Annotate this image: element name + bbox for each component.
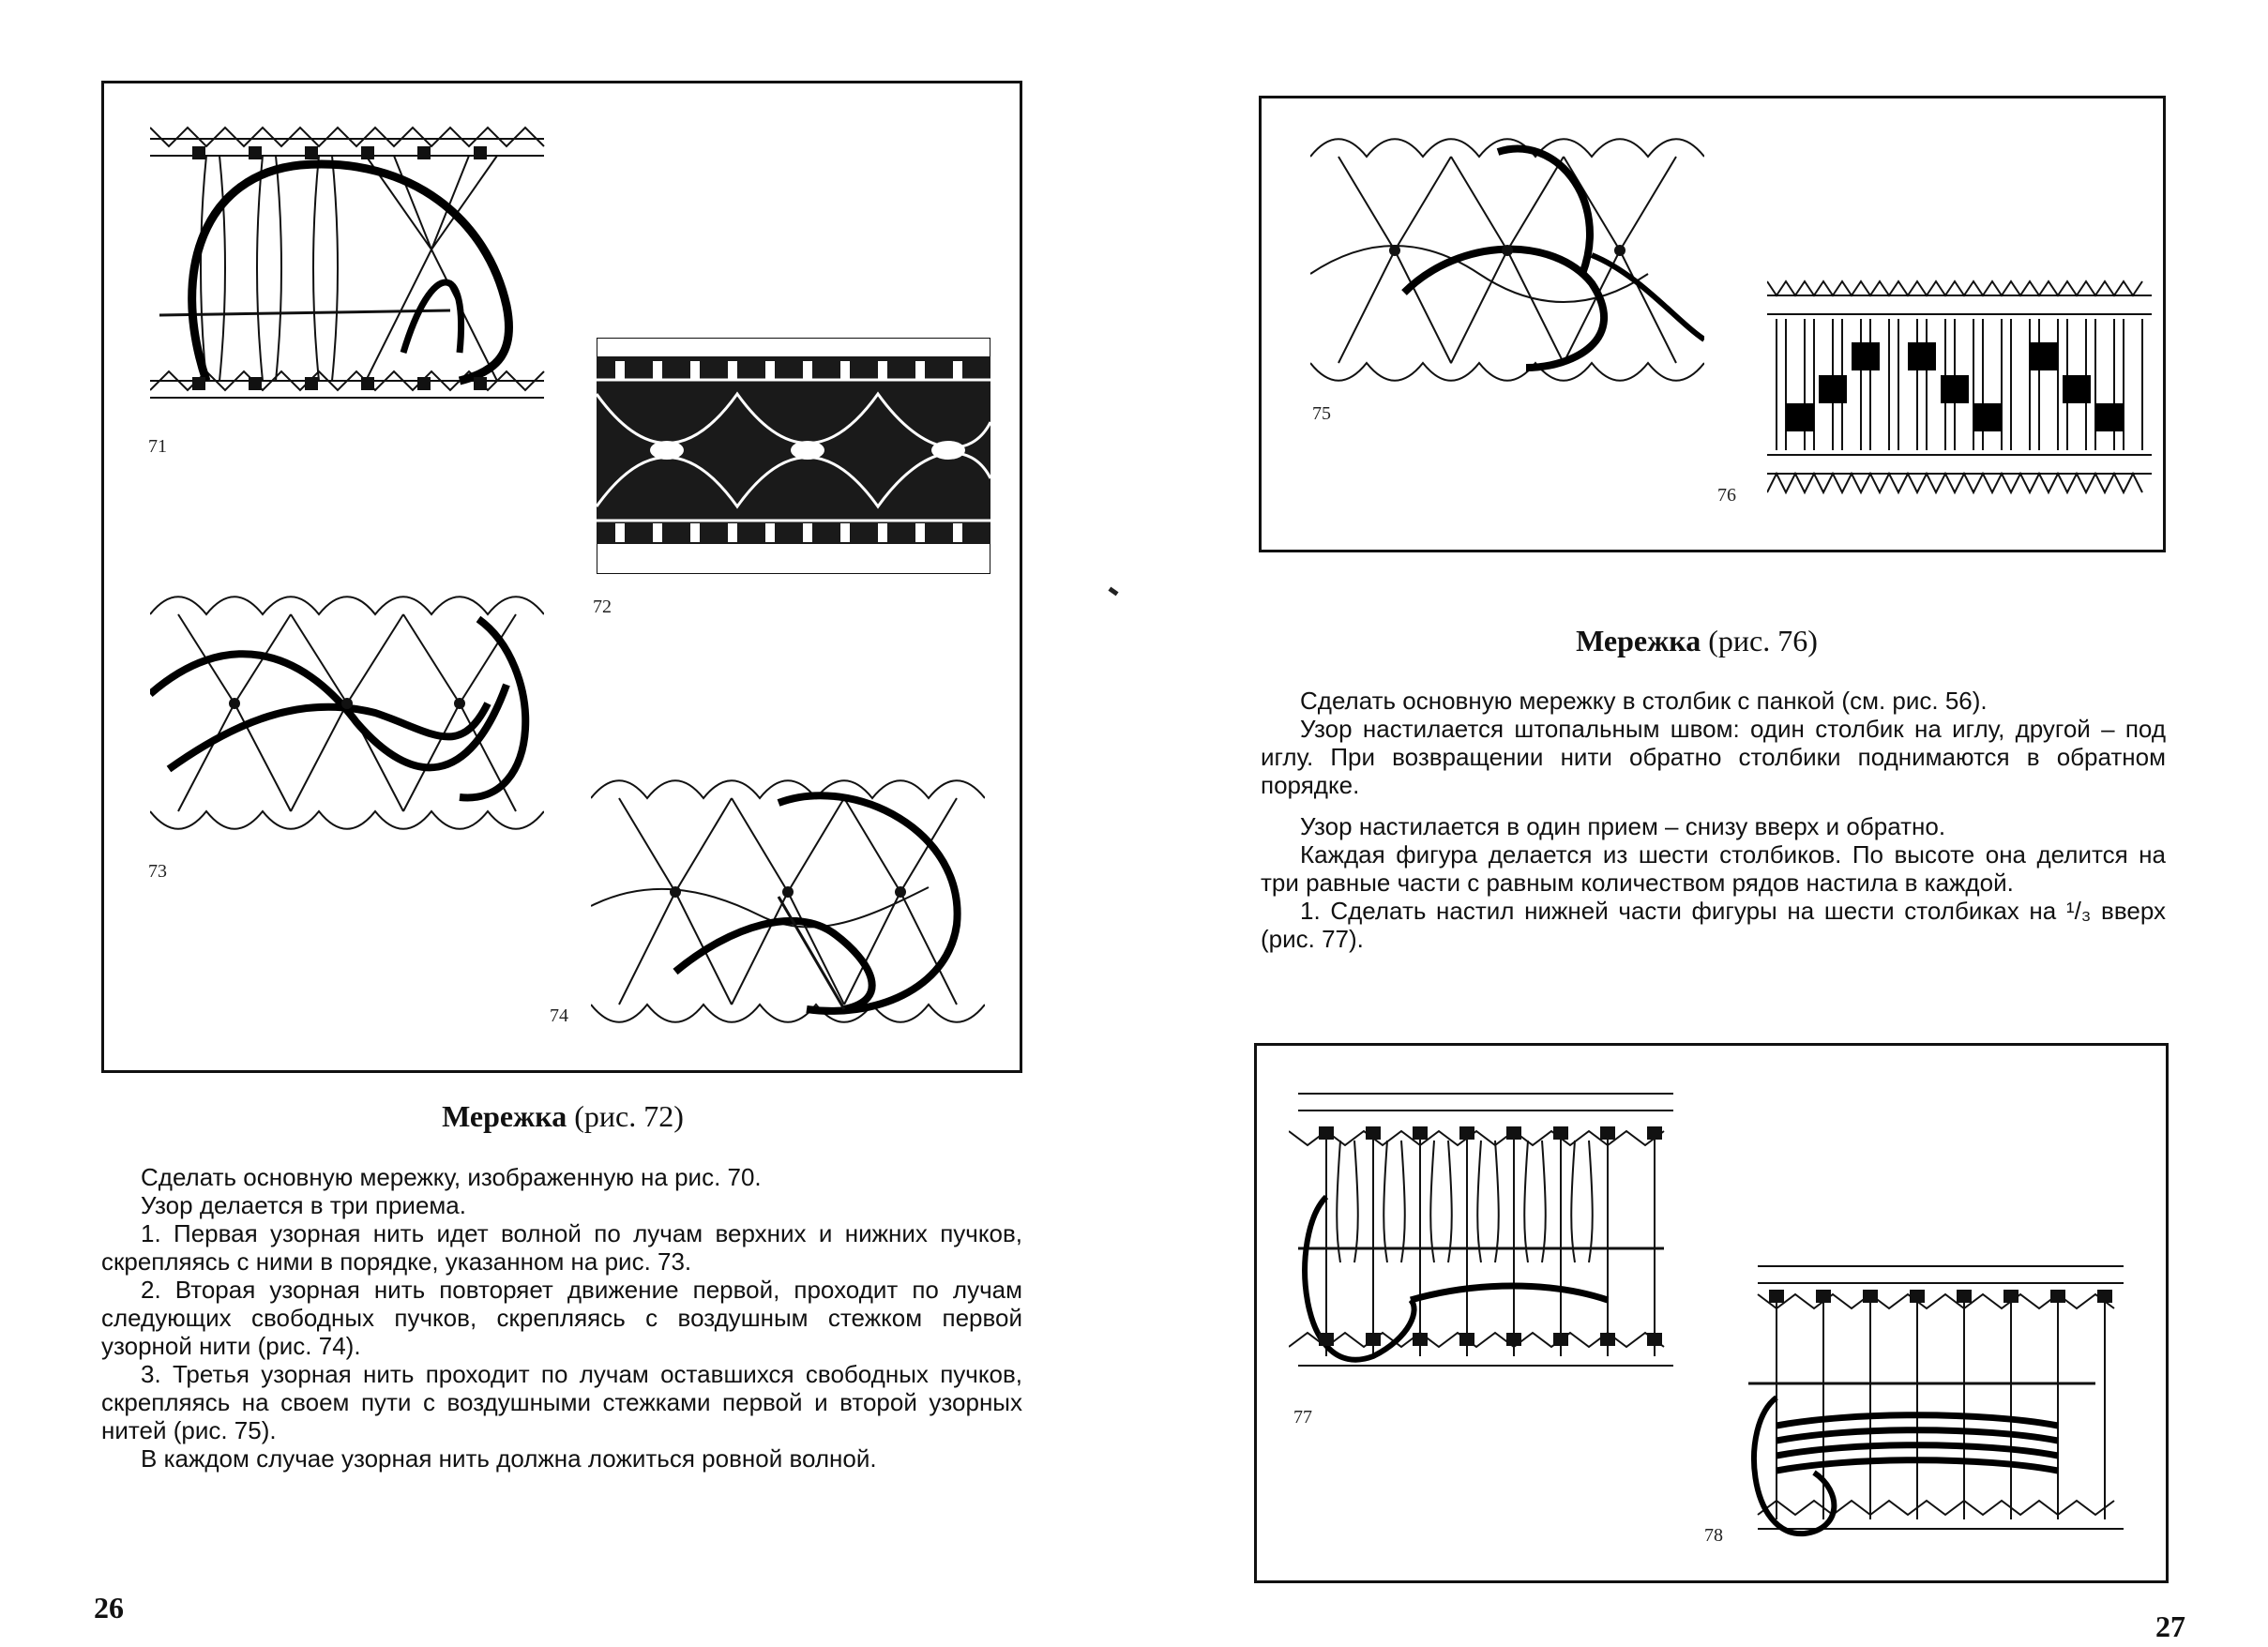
body-text-left [101,1163,1022,1473]
paragraph: 1. Сделать настил нижней части фигуры на шести столбиках на ¹/₃ вверх (рис. 77). [1261,897,2166,953]
right-page [1134,0,2268,1647]
page-number-right: 27 [2155,1609,2185,1643]
figure-75 [1310,133,1704,386]
figure-75-label: 75 [1312,403,1331,424]
figure-74 [591,775,985,1028]
heading-left [281,1099,844,1134]
paragraph: В каждом случае узорная нить должна ложиться ровной волной. [141,1444,877,1473]
figure-77-label: 77 [1293,1407,1312,1428]
paragraph: Сделать основную мережку в столбик с панкой (см. рис. 56). [1300,687,1988,715]
figure-72-drawing [597,338,990,574]
figure-76 [1767,272,2152,516]
figure-71-label: 71 [148,436,167,457]
figure-78-drawing [1739,1257,2133,1548]
heading-right [1415,624,1978,658]
figure-76-drawing [1767,272,2152,516]
figure-77 [1289,1084,1683,1394]
figure-73 [150,591,544,835]
figure-78 [1739,1257,2133,1548]
figure-72-label: 72 [593,597,612,617]
figure-77-drawing [1289,1084,1683,1394]
figure-74-drawing [591,775,985,1028]
figure-74-label: 74 [550,1005,568,1026]
figure-71-drawing [150,118,553,418]
paragraph: 1. Первая узорная нить идет волной по лучам верхних и нижних пучков, скрепляясь с ними в порядке, указанном на рис. 73. [101,1219,1022,1276]
paragraph: 3. Третья узорная нить проходит по лучам оставшихся свободных пучков, скрепляясь на своем пути с воздушными стежками первой и второй узорных нитей (рис. 75). [101,1360,1022,1444]
page-number-left: 26 [94,1591,124,1624]
figure-71 [150,118,553,418]
paragraph: Узор делается в три приема. [141,1191,466,1219]
paragraph: Узор настилается штопальным швом: один столбик на иглу, другой – под иглу. При возвращении нити обратно столбики поднимаются в обратном порядке. [1261,715,2166,799]
heading-right-bold: Мережка [1576,624,1701,657]
heading-left-ref: (рис. 72) [574,1099,684,1133]
paragraph: Узор настилается в один прием – снизу вверх и обратно. [1300,812,1946,840]
paragraph: Каждая фигура делается из шести столбиков. По высоте она делится на три равные части с равным количеством рядов настила в каждой. [1261,840,2166,897]
figure-76-label: 76 [1717,485,1736,506]
body-text-right [1261,687,2166,953]
paragraph: 2. Вторая узорная нить повторяет движение первой, проходит по лучам следующих свободных пучков, скрепляясь с воздушным стежком первой узорной нити (рис. 74). [101,1276,1022,1360]
heading-left-bold: Мережка [442,1099,567,1133]
heading-right-ref: (рис. 76) [1708,624,1818,657]
figure-72 [597,338,990,574]
figure-78-label: 78 [1704,1525,1723,1546]
figure-73-label: 73 [148,861,167,882]
figure-75-drawing [1310,133,1704,386]
paragraph: Сделать основную мережку, изображенную на рис. 70. [141,1163,762,1191]
figure-73-drawing [150,591,544,835]
